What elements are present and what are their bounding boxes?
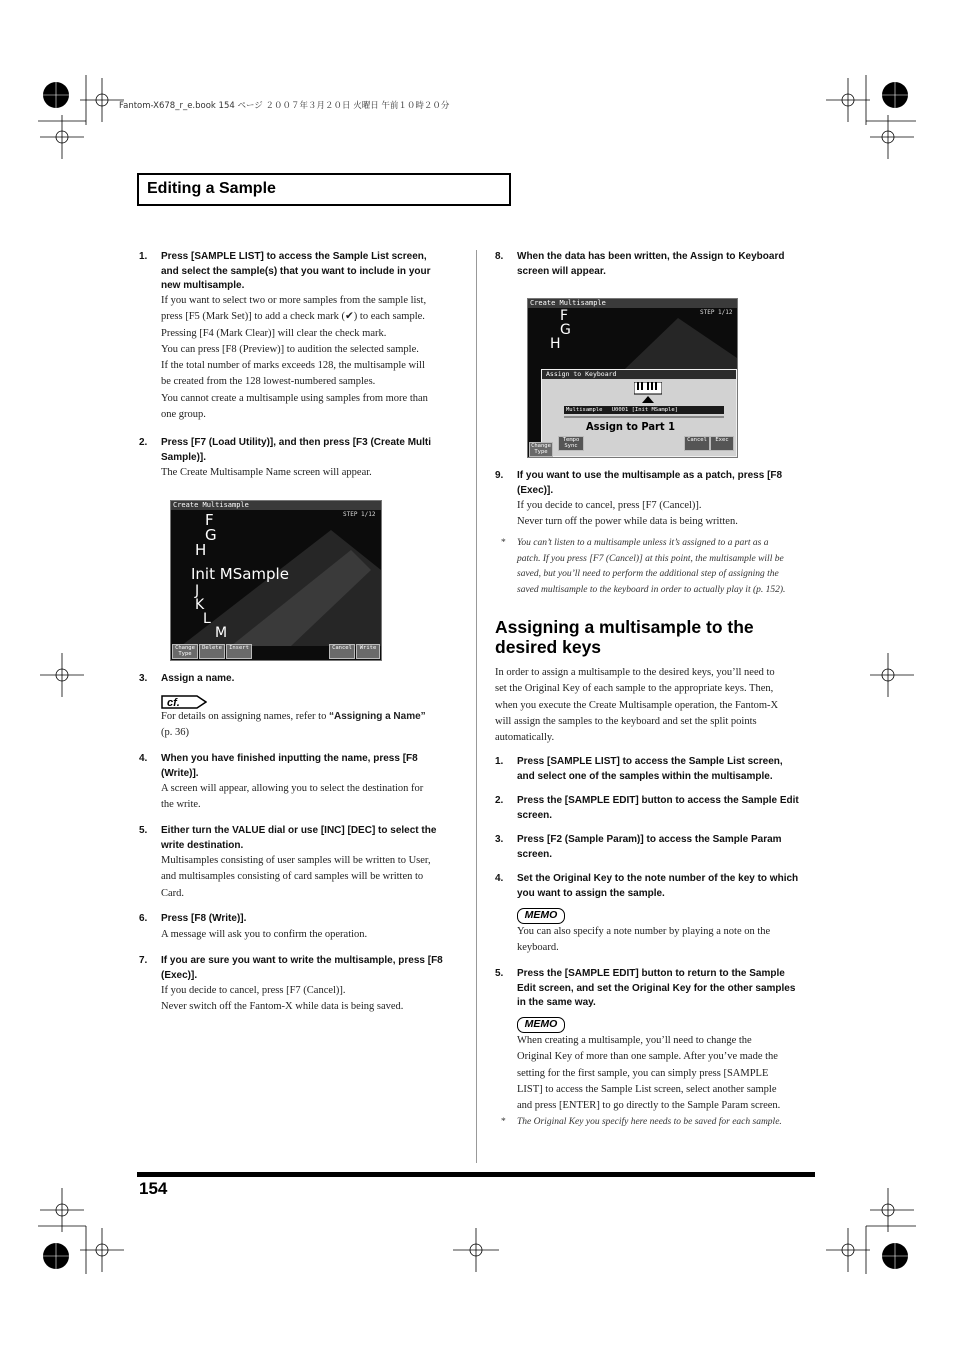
letter: K bbox=[195, 597, 205, 613]
note-asterisk: * bbox=[501, 538, 506, 548]
note-line: The Original Key you specify here needs to be saved for each sample. bbox=[517, 1117, 782, 1127]
body-line: If you decide to cancel, press [F7 (Cancel)]. bbox=[517, 500, 702, 511]
body-line: set the Original Key of each sample to the appropriate keys. Then, bbox=[495, 683, 774, 695]
insert-button[interactable]: Insert bbox=[226, 644, 252, 659]
keyboard-icon bbox=[634, 382, 662, 404]
body-line: keyboard. bbox=[517, 942, 559, 954]
screen-title: Create Multisample bbox=[528, 299, 737, 308]
note-line: saved, but you’ll need to perform the additional step of assigning the bbox=[517, 569, 779, 579]
multisample-label: Multisample bbox=[566, 407, 603, 413]
cf-label: cf. bbox=[167, 697, 180, 709]
section-header bbox=[137, 173, 511, 206]
cancel-button[interactable]: Cancel bbox=[329, 644, 355, 659]
assign-to-keyboard-screen bbox=[527, 298, 738, 458]
letter: M bbox=[215, 625, 228, 641]
body-line: If you want to select two or more samples from the sample list, bbox=[161, 295, 427, 306]
step-number: 1. bbox=[495, 756, 504, 767]
body-line: A message will ask you to confirm the operation. bbox=[161, 929, 368, 940]
step-text: and select the sample(s) that you want to include in your bbox=[161, 265, 431, 277]
assign-part-text: Assign to Part 1 bbox=[586, 420, 675, 433]
body-line: When creating a multisample, you’ll need to change the bbox=[517, 1035, 752, 1046]
printer-info-line: Fantom-X678_r_e.book 154 ページ ２００７年３月２０日 火曜日 午前１０時２０分 bbox=[119, 101, 450, 111]
step-text: screen. bbox=[517, 809, 553, 821]
step-number: 1. bbox=[139, 251, 148, 262]
step-1-body bbox=[161, 293, 471, 423]
letter-list-2 bbox=[195, 584, 227, 640]
step-9-body bbox=[517, 498, 817, 531]
multisample-field[interactable] bbox=[564, 406, 724, 414]
step-text: screen will appear. bbox=[517, 265, 606, 277]
body-line: LIST] to access the Sample List screen, select another sample bbox=[517, 1083, 777, 1095]
memo-1 bbox=[517, 924, 817, 957]
letter: F bbox=[560, 308, 569, 324]
letter: G bbox=[560, 322, 571, 338]
body-line: You can also specify a note number by playing a note on the bbox=[517, 926, 771, 937]
step-number: 5. bbox=[139, 825, 148, 836]
letter: J bbox=[195, 583, 200, 599]
step-number: 9. bbox=[495, 470, 504, 481]
step-number: 2. bbox=[495, 795, 504, 806]
step-number: 5. bbox=[495, 968, 504, 979]
body-line: setting for the first sample, you can simply press [SAMPLE bbox=[517, 1067, 769, 1079]
change-type-button[interactable]: Change Type bbox=[172, 644, 198, 659]
memo-2 bbox=[517, 1033, 817, 1114]
column-divider bbox=[476, 250, 477, 1163]
step-text: Edit screen, and set the Original Key for the other samples bbox=[517, 982, 796, 994]
step-number: 3. bbox=[495, 834, 504, 845]
body-line: Never turn off the power while data is being written. bbox=[517, 516, 738, 528]
body-line: one group. bbox=[161, 409, 206, 421]
step-text: If you are sure you want to write the multisample, press [F8 bbox=[161, 955, 443, 966]
step-text: Press [F7 (Load Utility)], and then press [F3 (Create Multi bbox=[161, 437, 432, 448]
cross-reference-icon bbox=[161, 695, 207, 709]
step-text: Either turn the VALUE dial or use [INC] [DEC] to select the bbox=[161, 825, 437, 836]
body-line: the write. bbox=[161, 799, 201, 811]
footer-rule bbox=[137, 1172, 815, 1177]
letter: H bbox=[550, 336, 561, 352]
section-heading bbox=[495, 617, 815, 657]
dialog-cancel-button[interactable]: Cancel bbox=[684, 436, 710, 451]
body-line: Multisamples consisting of user samples will be written to User, bbox=[161, 855, 431, 866]
memo-icon: MEMO bbox=[517, 1017, 565, 1033]
letter-list bbox=[195, 511, 217, 559]
step-6-body bbox=[161, 927, 471, 943]
body-line: If you decide to cancel, press [F7 (Cancel)]. bbox=[161, 985, 346, 996]
screen-step: STEP 1/12 bbox=[700, 309, 733, 316]
screen-step: STEP 1/12 bbox=[343, 511, 376, 518]
cf-page: (p. 36) bbox=[161, 727, 189, 739]
step-number: 6. bbox=[139, 913, 148, 924]
step-number: 2. bbox=[139, 437, 148, 448]
step-4-body bbox=[161, 781, 471, 814]
body-line: In order to assign a multisample to the desired keys, you’ll need to bbox=[495, 667, 775, 678]
body-line: Never switch off the Fantom-X while data is being saved. bbox=[161, 1001, 404, 1013]
step-5-body bbox=[161, 853, 471, 902]
note-line: patch. If you press [F7 (Cancel)] at this point, the multisample will be bbox=[517, 553, 784, 564]
note-2 bbox=[501, 1115, 817, 1131]
body-line: Original Key of more than one sample. After you’ve made the bbox=[517, 1051, 778, 1063]
step-text: Press [SAMPLE LIST] to access the Sample List screen, bbox=[161, 251, 427, 262]
heading-line: Assigning a multisample to the bbox=[495, 617, 754, 637]
step-text: and select one of the samples within the multisample. bbox=[517, 770, 773, 782]
step-number: 3. bbox=[139, 673, 148, 684]
body-line: If the total number of marks exceeds 128, the multisample will bbox=[161, 360, 425, 372]
step-text: in the same way. bbox=[517, 997, 596, 1008]
body-line: A screen will appear, allowing you to select the destination for bbox=[161, 783, 424, 794]
section-intro bbox=[495, 665, 817, 746]
memo-icon: MEMO bbox=[517, 908, 565, 924]
delete-button[interactable]: Delete bbox=[199, 644, 225, 659]
dialog-exec-button[interactable]: Exec bbox=[710, 436, 734, 451]
cf-reference bbox=[161, 709, 471, 742]
multisample-name: Init MSample bbox=[191, 565, 289, 583]
step-text: (Exec)]. bbox=[517, 484, 554, 496]
step-text: Sample)]. bbox=[161, 451, 207, 463]
step-number: 4. bbox=[139, 753, 148, 764]
letter: F bbox=[205, 511, 214, 529]
step-text: Press the [SAMPLE EDIT] button to access the Sample Edit bbox=[517, 795, 799, 806]
screen-title: Create Multisample bbox=[171, 501, 381, 510]
note-1 bbox=[501, 536, 817, 598]
step-text: new multisample. bbox=[161, 280, 245, 291]
step-text: Press the [SAMPLE EDIT] button to return to the Sample bbox=[517, 968, 785, 979]
heading-line: desired keys bbox=[495, 637, 602, 657]
body-line: The Create Multisample Name screen will appear. bbox=[161, 467, 372, 478]
step-2-body bbox=[161, 465, 471, 481]
step-number: 7. bbox=[139, 955, 148, 966]
letter: H bbox=[195, 541, 207, 559]
dialog-divider bbox=[564, 416, 724, 418]
step-text: (Write)]. bbox=[161, 767, 199, 779]
step-text: Press [F2 (Sample Param)] to access the Sample Param bbox=[517, 834, 782, 845]
step-text: Set the Original Key to the note number of the key to which bbox=[517, 873, 799, 884]
step-number: 4. bbox=[495, 873, 504, 884]
step-text: When you have finished inputting the name, press [F8 bbox=[161, 753, 418, 764]
body-line: and multisamples consisting of card samples will be written to bbox=[161, 871, 424, 883]
body-line: You cannot create a multisample using samples from more than bbox=[161, 392, 428, 404]
step-text: When the data has been written, the Assign to Keyboard bbox=[517, 251, 785, 262]
letter: G bbox=[205, 526, 217, 544]
step-text: Press [SAMPLE LIST] to access the Sample List screen, bbox=[517, 756, 783, 767]
write-button[interactable]: Write bbox=[356, 644, 380, 659]
page-number: 154 bbox=[139, 1179, 168, 1198]
step-text: write destination. bbox=[161, 839, 244, 851]
step-text: If you want to use the multisample as a patch, press [F8 bbox=[517, 470, 783, 481]
note-asterisk: * bbox=[501, 1117, 506, 1127]
body-line: press [F5 (Mark Set)] to add a check mark (✔) to each sample. bbox=[161, 311, 425, 323]
step-7-body bbox=[161, 983, 471, 1016]
note-line: You can’t listen to a multisample unless it’s assigned to a part as a bbox=[517, 538, 769, 548]
change-type-button[interactable]: Change Type bbox=[529, 442, 553, 457]
step-text: (Exec)]. bbox=[161, 969, 198, 981]
step-number: 8. bbox=[495, 251, 504, 262]
letter: L bbox=[203, 611, 211, 627]
body-line: be created from the 128 lowest-numbered samples. bbox=[161, 376, 376, 388]
body-line: Pressing [F4 (Mark Clear)] will clear the check mark. bbox=[161, 327, 387, 339]
note-line: saved multisample to the keyboard in order to actually play it (p. 152). bbox=[517, 584, 786, 595]
assign-dialog bbox=[541, 369, 737, 457]
body-line: Card. bbox=[161, 887, 185, 899]
body-line: and press [ENTER] to go directly to the Sample Param screen. bbox=[517, 1100, 781, 1112]
create-multisample-screen bbox=[170, 500, 382, 661]
multisample-value: U0001 [Init MSample] bbox=[611, 407, 678, 413]
cf-link[interactable]: “Assigning a Name” bbox=[328, 711, 426, 722]
body-line: will assign the samples to the keyboard and set the split points bbox=[495, 715, 757, 727]
dialog-title: Assign to Keyboard bbox=[542, 370, 736, 379]
step-text: Press [F8 (Write)]. bbox=[161, 913, 247, 924]
step-text: Assign a name. bbox=[161, 673, 235, 684]
cf-text: For details on assigning names, refer to bbox=[161, 711, 329, 722]
body-line: You can press [F8 (Preview)] to audition the selected sample. bbox=[161, 343, 419, 355]
letter-list bbox=[550, 308, 571, 352]
body-line: automatically. bbox=[495, 732, 555, 744]
body-line: when you execute the Create Multisample operation, the Fantom-X bbox=[495, 699, 779, 711]
section-title: Editing a Sample bbox=[147, 180, 276, 197]
tempo-sync-button[interactable]: Tempo Sync bbox=[558, 436, 584, 451]
step-text: you want to assign the sample. bbox=[517, 887, 665, 899]
step-text: screen. bbox=[517, 848, 553, 860]
